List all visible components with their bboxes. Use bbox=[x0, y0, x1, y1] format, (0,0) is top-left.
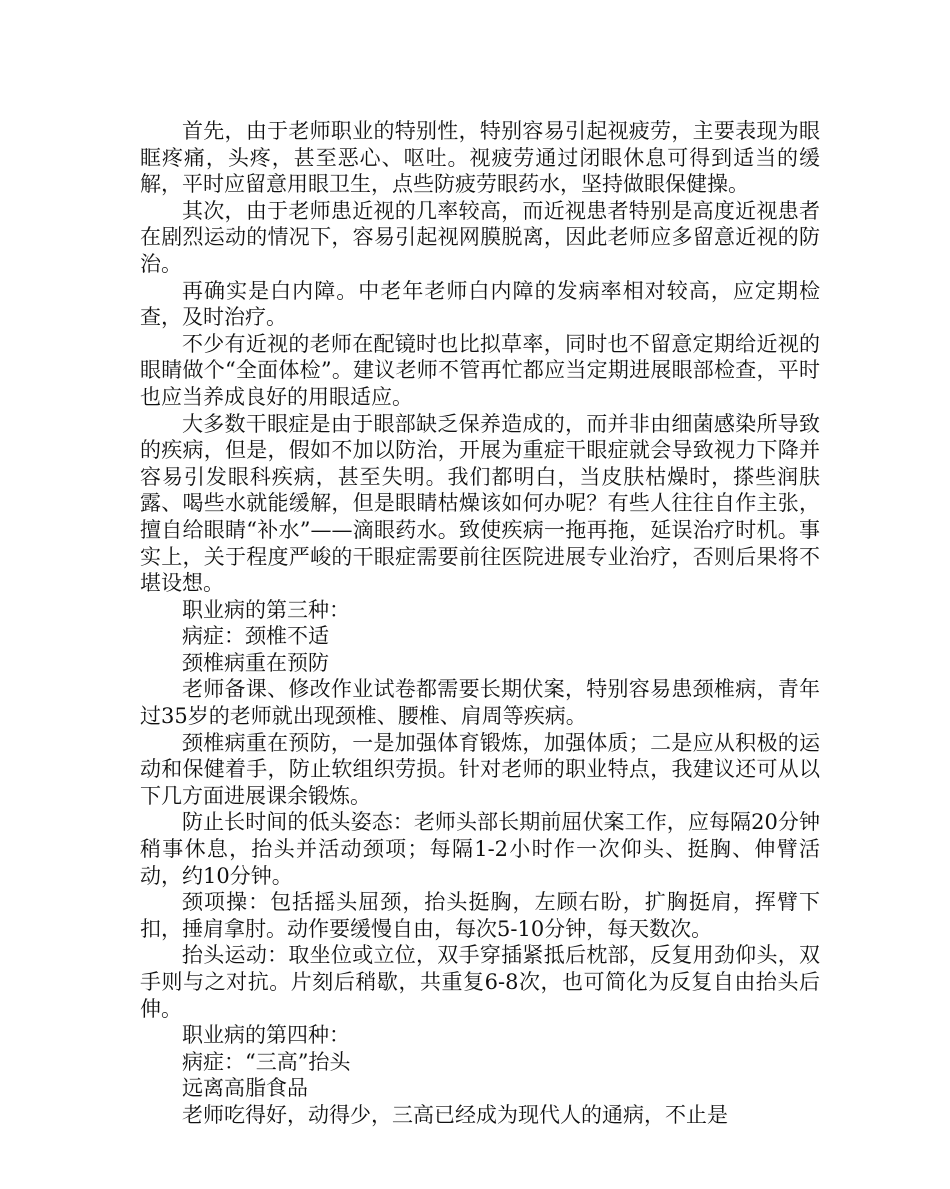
heading-cervical-prevention: 颈椎病重在预防 bbox=[182, 650, 329, 675]
paragraph-eye-fatigue: 首先，由于老师职业的特别性，特别容易引起视疲劳，主要表现为眼眶疼痛，头疼，甚至恶心、呕吐。视疲劳通过闭眼休息可得到适当的缓解，平时应留意用眼卫生，点些防疲劳眼药水，坚持做眼保健操。 bbox=[140, 119, 820, 197]
paragraph-eye-checkup: 不少有近视的老师在配镜时也比拟草率，同时也不留意定期给近视的眼睛做个“全面体检”。建议老师不管再忙都应当定期进展眼部检查，平时也应当养成良好的用眼适应。 bbox=[140, 331, 820, 409]
paragraph-head-raise: 抬头运动：取坐位或立位，双手穿插紧抵后枕部，反复用劲仰头，双手则与之对抗。片刻后稍歇，共重复6-8次，也可简化为反复自由抬头后伸。 bbox=[140, 943, 820, 1021]
heading-third-disease: 职业病的第三种： bbox=[182, 597, 350, 622]
paragraph-posture: 防止长时间的低头姿态：老师头部长期前屈伏案工作，应每隔20分钟稍事休息，抬头并活动颈项；每隔1-2小时作一次仰头、挺胸、伸臂活动，约10分钟。 bbox=[140, 810, 820, 888]
paragraph-dry-eye: 大多数干眼症是由于眼部缺乏保养造成的，而并非由细菌感染所导致的疾病，但是，假如不加以防治，开展为重症干眼症就会导致视力下降并容易引发眼科疾病，甚至失明。我们都明白，当皮肤枯燥时，搽些润肤露、喝些水就能缓解，但是眼睛枯燥该如何办呢？有些人往往自作主张，擅自给眼睛“补水”——滴眼药水。致使疾病一拖再拖，延误治疗时机。事实上，关于程度严峻的干眼症需要前往医院进展专业治疗，否则后果将不堪设想。 bbox=[140, 411, 820, 596]
heading-symptom-three-highs: 病症：“三高”抬头 bbox=[182, 1049, 351, 1074]
document-body bbox=[140, 118, 820, 1129]
heading-symptom-cervical: 病症：颈椎不适 bbox=[182, 624, 329, 649]
paragraph-prevention-methods: 颈椎病重在预防，一是加强体育锻炼，加强体质；二是应从积极的运动和保健着手，防止软组织劳损。针对老师的职业特点，我建议还可从以下几方面进展课余锻炼。 bbox=[140, 730, 820, 808]
paragraph-desk-work: 老师备课、修改作业试卷都需要长期伏案，特别容易患颈椎病，青年过35岁的老师就出现颈椎、腰椎、肩周等疾病。 bbox=[140, 677, 820, 729]
heading-fourth-disease: 职业病的第四种： bbox=[182, 1023, 350, 1048]
paragraph-three-highs: 老师吃得好，动得少，三高已经成为现代人的通病，不止是 bbox=[182, 1102, 728, 1127]
heading-avoid-fatty-food: 远离高脂食品 bbox=[182, 1076, 308, 1101]
paragraph-myopia: 其次，由于老师患近视的几率较高，而近视患者特别是高度近视患者在剧烈运动的情况下，容易引起视网膜脱离，因此老师应多留意近视的防治。 bbox=[140, 198, 820, 276]
paragraph-neck-exercise: 颈项操：包括摇头屈颈，抬头挺胸，左顾右盼，扩胸挺肩，挥臂下扣，捶肩拿肘。动作要缓慢自由，每次5-10分钟，每天数次。 bbox=[140, 890, 820, 941]
paragraph-cataract: 再确实是白内障。中老年老师白内障的发病率相对较高，应定期检查，及时治疗。 bbox=[140, 278, 820, 330]
